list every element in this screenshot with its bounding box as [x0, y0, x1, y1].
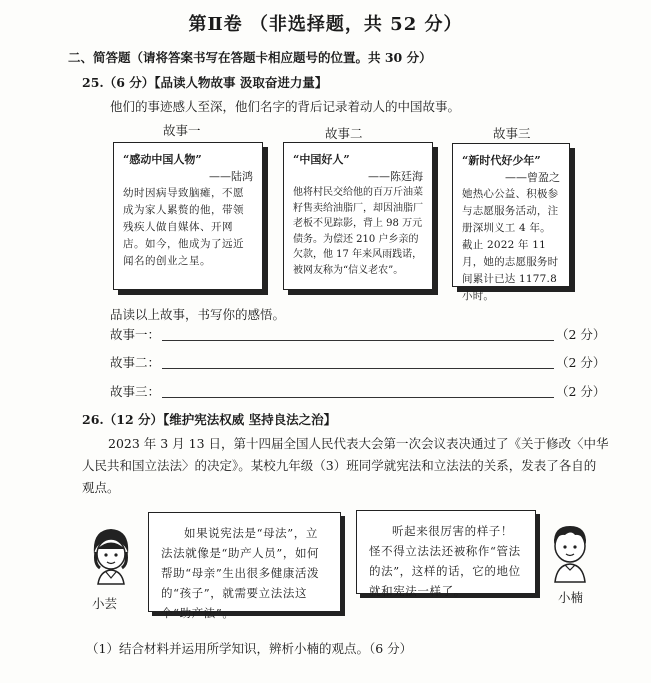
right-speaker-name: 小楠	[558, 590, 584, 605]
q26-number: 26.（12 分）	[82, 412, 163, 427]
story-card-2-body: 他将村民交给他的百万斤油菜籽售卖给油脂厂，却因油脂厂老板不见踪影，背上 98 万元债务。为偿还 210 户乡亲的欠款，他 17 年来风雨践诺，被网友称为“信义老农”。	[293, 187, 423, 276]
answer-label-3: 故事三：	[110, 384, 161, 399]
q25-topic: 【品读人物故事 汲取奋进力量】	[154, 75, 328, 90]
q26-header	[82, 410, 336, 428]
story-card-1	[113, 142, 263, 290]
answer-score-3: （2 分）	[556, 384, 606, 399]
answer-score-2: （2 分）	[556, 355, 606, 370]
story-card-2	[283, 142, 433, 290]
story-card-1-body: 幼时因病导致脑瘫，不愿成为家人累赘的他，带领残疾人做自媒体、开网店。如今，他成为了远近闻名的创业之星。	[123, 187, 244, 267]
girl-avatar-icon	[86, 524, 136, 590]
answer-line-2[interactable]	[162, 368, 554, 369]
q26-para-line-3: 观点。	[82, 480, 120, 495]
story-label-1: 故事一	[163, 123, 201, 138]
q26-topic: 【维护宪法权威 坚持良法之治】	[163, 412, 337, 427]
story-card-2-author: ——陈廷海	[368, 170, 423, 183]
q25-prompt: 品读以上故事，书写你的感悟。	[110, 307, 286, 322]
q26-subquestion-1: （1）结合材料并运用所学知识，辨析小楠的观点。（6 分）	[86, 641, 413, 656]
story-card-1-title: “感动中国人物”	[123, 153, 202, 166]
story-card-3-body: 她热心公益、积极参与志愿服务活动，注册深圳义工 4 年。截止 2022 年 11 月，她的志愿服务时间累计已达 1177.8 小时。	[462, 188, 559, 302]
answer-label-2: 故事二：	[110, 355, 161, 370]
section-header: 二、简答题（请将答案书写在答题卡相应题号的位置。共 30 分）	[68, 50, 432, 65]
q26-para-line-2: 人民共和国立法法〉的决定》。某校九年级（3）班同学就宪法和立法法的关系，发表了各自的	[82, 458, 597, 473]
left-speaker-name: 小芸	[92, 596, 118, 611]
q25-number: 25.（6 分）	[82, 75, 155, 90]
left-speech-text: 如果说宪法是“母法”，立法法就像是“助产人员”，如何帮助“母亲”生出很多健康活泼的“孩子”，就需要立法法这个“助产法”。	[161, 526, 320, 620]
right-speech-text: 听起来很厉害的样子！怪不得立法法还被称作“管法的法”，这样的话，它的地位就和宪法一样了。	[369, 524, 521, 598]
boy-avatar-icon	[545, 520, 595, 584]
story-label-3: 故事三	[493, 126, 531, 141]
story-card-3-author: ——曾盈之	[505, 171, 560, 184]
story-card-1-author: ——陆鸿	[209, 170, 253, 183]
q25-header	[82, 73, 327, 91]
story-card-2-title: “中国好人”	[293, 153, 350, 166]
answer-line-1[interactable]	[162, 340, 554, 341]
left-speech-bubble	[148, 512, 341, 620]
answer-score-1: （2 分）	[556, 327, 606, 342]
answer-label-1: 故事一：	[110, 327, 161, 342]
q25-intro: 他们的事迹感人至深，他们名字的背后记录着动人的中国故事。	[110, 99, 461, 114]
story-card-3	[452, 143, 570, 302]
page-title: 第Ⅱ卷 （非选择题，共 52 分）	[188, 14, 463, 35]
answer-line-3[interactable]	[162, 397, 554, 398]
q26-para-line-1: 2023 年 3 月 13 日，第十四届全国人民代表大会第一次会议表决通过了《关于修改〈中华	[108, 436, 609, 451]
right-speech-bubble	[356, 510, 536, 598]
story-card-3-title: “新时代好少年”	[462, 154, 541, 167]
story-label-2: 故事二	[325, 126, 363, 141]
